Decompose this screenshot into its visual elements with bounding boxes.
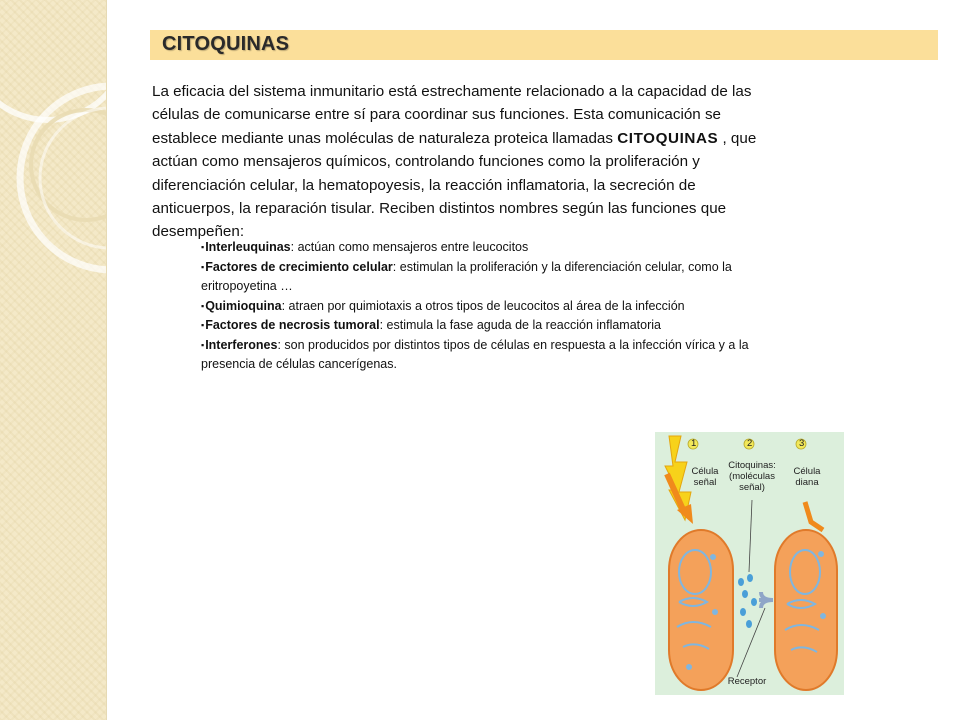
bullet-square-icon: ▪ (201, 261, 205, 272)
cytokine-molecules (738, 574, 757, 628)
fig-number-1: 1 (691, 438, 697, 449)
list-item (201, 238, 801, 258)
bullet-term: Interleuquinas (205, 240, 291, 254)
bullet-desc: : son producidos por distintos tipos de células en respuesta a la infección vírica y a la presencia de células cancerígenas. (201, 337, 749, 371)
bullet-term: Interferones (205, 337, 278, 352)
intro-text-part1: La eficacia del sistema inmunitario está estrechamente relacionado a la capacidad de las células de comunicarse entre sí para coordinar sus funciones. Esta comunicación se establece mediante unas moléculas de naturaleza proteica llamadas (152, 83, 752, 147)
target-cell (775, 530, 837, 690)
list-item (201, 297, 801, 317)
bullet-desc: : estimula la fase aguda de la reacción inflamatoria (379, 318, 661, 332)
list-item (201, 258, 801, 297)
fig-number-3: 3 (799, 438, 805, 449)
bullet-square-icon: ▪ (201, 339, 205, 350)
receptor (759, 592, 773, 608)
bullet-term: Factores de necrosis tumoral (205, 318, 380, 332)
bullet-square-icon: ▪ (201, 300, 205, 311)
list-item (201, 336, 801, 375)
fig-label-signal-cell: Célula señal (691, 466, 719, 488)
fig-label-cytokines: Citoquinas: (moléculas señal) (728, 460, 776, 493)
cytokine-types-list (201, 238, 801, 375)
bullet-desc: : estimulan la proliferación y la diferenciación celular, como la eritropoyetina … (201, 259, 732, 293)
bullet-term: Quimioquina (205, 298, 282, 313)
page-title: CITOQUINAS (162, 33, 290, 55)
decorative-circles (0, 0, 106, 720)
fig-label-receptor: Receptor (727, 676, 767, 687)
intro-paragraph (152, 80, 782, 244)
bullet-desc: : atraen por quimiotaxis a otros tipos de leucocitos al área de la infección (281, 298, 685, 313)
bullet-desc: : actúan como mensajeros entre leucocitos (290, 240, 529, 254)
cytokine-signaling-figure (655, 432, 844, 695)
fig-label-target-cell: Célula diana (793, 466, 821, 488)
fig-number-2: 2 (747, 438, 753, 449)
bullet-term: Factores de crecimiento celular (205, 259, 393, 274)
signal-cell (669, 530, 733, 690)
list-item (201, 316, 801, 336)
intro-highlight: CITOQUINAS (617, 129, 719, 147)
bullet-square-icon: ▪ (201, 320, 205, 330)
title-bar (150, 30, 938, 60)
decorative-side-panel (0, 0, 107, 720)
intro-text-part2: , que actúan como mensajeros químicos, controlando funciones como la proliferación y diferenciación celular, la hematopoyesis, la reacción inflamatoria, la secreción de anticuerpos, la reparación tisular. Reciben distintos nombres según las funciones que desempeñen: (152, 129, 757, 241)
bullet-square-icon: ▪ (201, 242, 205, 252)
